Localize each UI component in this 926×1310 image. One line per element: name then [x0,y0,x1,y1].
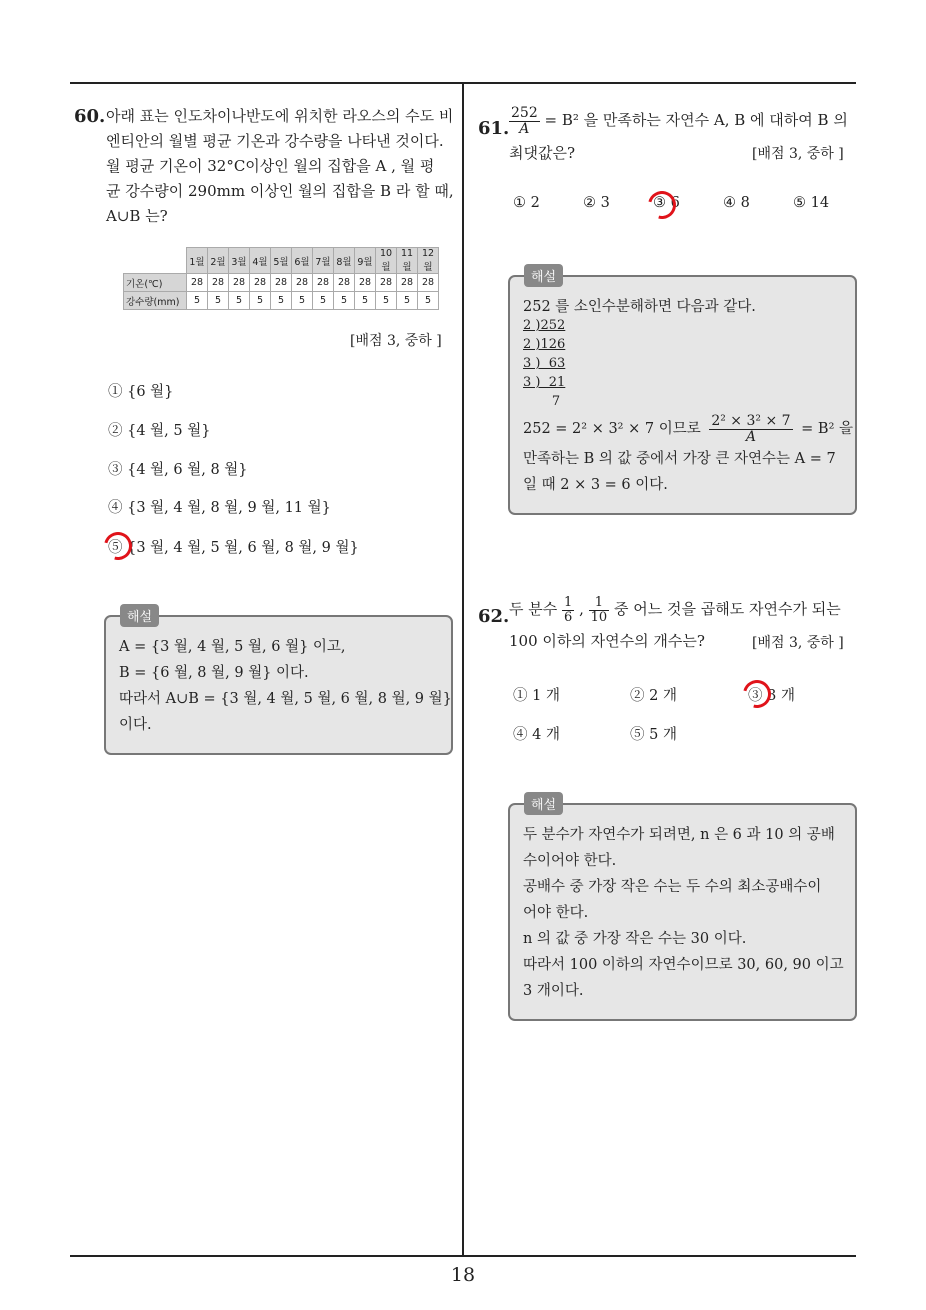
bottom-rule [70,1255,856,1257]
table-cell: 28 [355,274,376,292]
answer-mark-circle [643,186,681,224]
q60-line: 엔티안의 월별 평균 기온과 강수량을 나타낸 것이다. [106,132,444,150]
explanation-text: 252 = 2² × 3² × 7 이므로 [523,421,701,438]
fraction-numerator: 1 [564,595,573,610]
q62-choice-2[interactable]: ② 2 개 [630,688,677,704]
q61-choice-2[interactable]: ② 3 [583,195,610,211]
table-cell: 28 [250,274,271,292]
table-header-cell: 3월 [229,248,250,274]
table-corner [124,248,187,274]
table-cell: 5 [250,292,271,310]
q61-choice-1[interactable]: ① 2 [513,195,540,211]
division-row: 2 )252 [523,318,566,333]
fraction-numerator: 252 [511,105,538,121]
q62-line2: 100 이하의 자연수의 개수는? [509,632,705,650]
q60-number: 60. [74,106,106,127]
q62-text: 두 분수 [509,600,558,619]
table-cell: 28 [334,274,355,292]
q61-line2: 최댓값은? [509,144,576,162]
fraction-denominator: 10 [590,609,608,625]
table-cell: 5 [187,292,208,310]
q62-choice-1[interactable]: ① 1 개 [513,688,560,704]
table-cell: 5 [313,292,334,310]
explanation-line: 일 때 2 × 3 = 6 이다. [523,477,668,493]
division-row: 7 [523,394,561,409]
table-header-cell: 8월 [334,248,355,274]
table-cell: 5 [355,292,376,310]
explanation-line: 따라서 A∪B = {3 월, 4 월, 5 월, 6 월, 8 월, 9 월} [119,691,452,707]
explanation-line: 만족하는 B 의 값 중에서 가장 큰 자연수는 A = 7 [523,451,836,467]
table-cell: 28 [313,274,334,292]
explanation-line: 공배수 중 가장 작은 수는 두 수의 최소공배수이 [523,879,822,895]
table-header-cell: 6월 [292,248,313,274]
q60-question [106,104,456,229]
table-cell: 5 [271,292,292,310]
table-header-cell: 12월 [418,248,439,274]
table-row-label: 강수량(mm) [124,292,187,310]
q62-fraction-1 [562,596,574,624]
q61-exp-fraction [709,414,792,444]
q60-choice-3[interactable]: ③ {4 월, 6 월, 8 월} [108,462,248,478]
q62-choice-3[interactable]: ③ 3 개 [748,688,795,704]
q60-line: A∪B 는? [106,207,168,225]
fraction-denominator: A [519,120,530,137]
table-cell: 28 [187,274,208,292]
table-cell: 28 [397,274,418,292]
explanation-line: B = {6 월, 8 월, 9 월} 이다. [119,665,309,681]
explanation-line: 어야 한다. [523,905,589,921]
fraction-numerator: 2² × 3² × 7 [711,413,791,429]
table-cell: 5 [334,292,355,310]
q62-choice-4[interactable]: ④ 4 개 [513,727,560,743]
q61-choice-4[interactable]: ④ 8 [723,195,750,211]
fraction-numerator: 1 [589,596,610,611]
division-row: 3 ) 63 [523,356,566,371]
table-cell: 28 [292,274,313,292]
fraction-denominator: 6 [564,609,573,625]
table-row [124,292,439,310]
explanation-line: 두 분수가 자연수가 되려면, n 은 6 과 10 의 공배 [523,827,835,843]
q62-score: [배점 3, 중하 ] [752,635,844,651]
table-cell: 5 [292,292,313,310]
explanation-line: 수이어야 한다. [523,853,617,869]
q60-choice-1[interactable]: ① {6 월} [108,384,174,400]
table-header-cell: 10월 [376,248,397,274]
q62-number: 62. [478,606,510,627]
q62-choice-5[interactable]: ⑤ 5 개 [630,727,677,743]
explanation-text: = B² 을 [801,421,853,438]
q60-line: 아래 표는 인도차이나반도에 위치한 라오스의 수도 비 [106,107,454,125]
q62-explanation-text [523,822,844,1004]
explanation-line: 3 개이다. [523,983,584,999]
table-cell: 28 [229,274,250,292]
answer-mark-circle [99,527,137,565]
table-cell: 28 [271,274,292,292]
table-cell: 28 [418,274,439,292]
table-cell: 5 [229,292,250,310]
q62-explanation-label: 해설 [524,792,563,815]
q60-choice-2[interactable]: ② {4 월, 5 월} [108,423,211,439]
table-cell: 28 [376,274,397,292]
answer-mark-circle [738,675,776,713]
table-header-cell: 1월 [187,248,208,274]
division-row: 3 ) 21 [523,375,566,390]
q61-explanation-label: 해설 [524,264,563,287]
table-header-row [124,248,439,274]
table-header-cell: 11월 [397,248,418,274]
q60-choice-5[interactable]: ⑤ {3 월, 4 월, 5 월, 6 월, 8 월, 9 월} [108,540,359,556]
table-cell: 5 [397,292,418,310]
q60-line: 균 강수량이 290mm 이상인 월의 집합을 B 라 할 때, [106,182,454,200]
q62-fraction-2 [589,596,610,624]
q61-explanation-formula [523,414,853,444]
division-row: 2 )126 [523,337,566,352]
q61-number: 61. [478,118,510,139]
explanation-line: n 의 값 중 가장 작은 수는 30 이다. [523,931,747,947]
q61-division-ladder [523,316,565,411]
q61-choice-3[interactable]: ③ 6 [653,195,680,211]
q62-text: 중 어느 것을 곱해도 자연수가 되는 [613,600,841,619]
table-cell: 5 [376,292,397,310]
q60-line: 월 평균 기온이 32°C이상인 월의 집합을 A , 월 평 [106,157,435,175]
table-row [124,274,439,292]
table-header-cell: 5월 [271,248,292,274]
explanation-line: 이다. [119,717,152,733]
table-cell: 5 [418,292,439,310]
q62-comma: , [579,600,584,619]
column-divider [462,83,464,1257]
table-cell: 5 [208,292,229,310]
q60-choice-4[interactable]: ④ {3 월, 4 월, 8 월, 9 월, 11 월} [108,500,331,516]
page-number: 18 [450,1264,476,1286]
table-header-cell: 9월 [355,248,376,274]
table-header-cell: 2월 [208,248,229,274]
explanation-line: 따라서 100 이하의 자연수이므로 30, 60, 90 이고 [523,957,844,973]
q62-line1 [509,596,841,624]
q60-score: [배점 3, 중하 ] [350,333,442,349]
q61-score: [배점 3, 중하 ] [752,146,844,162]
q61-fraction [509,106,540,136]
fraction-denominator: A [745,428,756,445]
q61-explanation-text [523,446,836,498]
table-header-cell: 7월 [313,248,334,274]
table-cell: 28 [208,274,229,292]
explanation-line: A = {3 월, 4 월, 5 월, 6 월} 이고, [119,639,346,655]
q60-data-table [123,247,439,310]
table-row-label: 기온(℃) [124,274,187,292]
q61-explanation-intro: 252 를 소인수분해하면 다음과 같다. [523,299,756,315]
q61-choice-5[interactable]: ⑤ 14 [793,195,830,211]
q60-explanation-text [119,634,452,738]
q60-explanation-label: 해설 [120,604,159,627]
q61-line1-text: = B² 을 만족하는 자연수 A, B 에 대하여 B 의 [544,111,848,130]
table-header-cell: 4월 [250,248,271,274]
q61-line1 [509,106,848,136]
